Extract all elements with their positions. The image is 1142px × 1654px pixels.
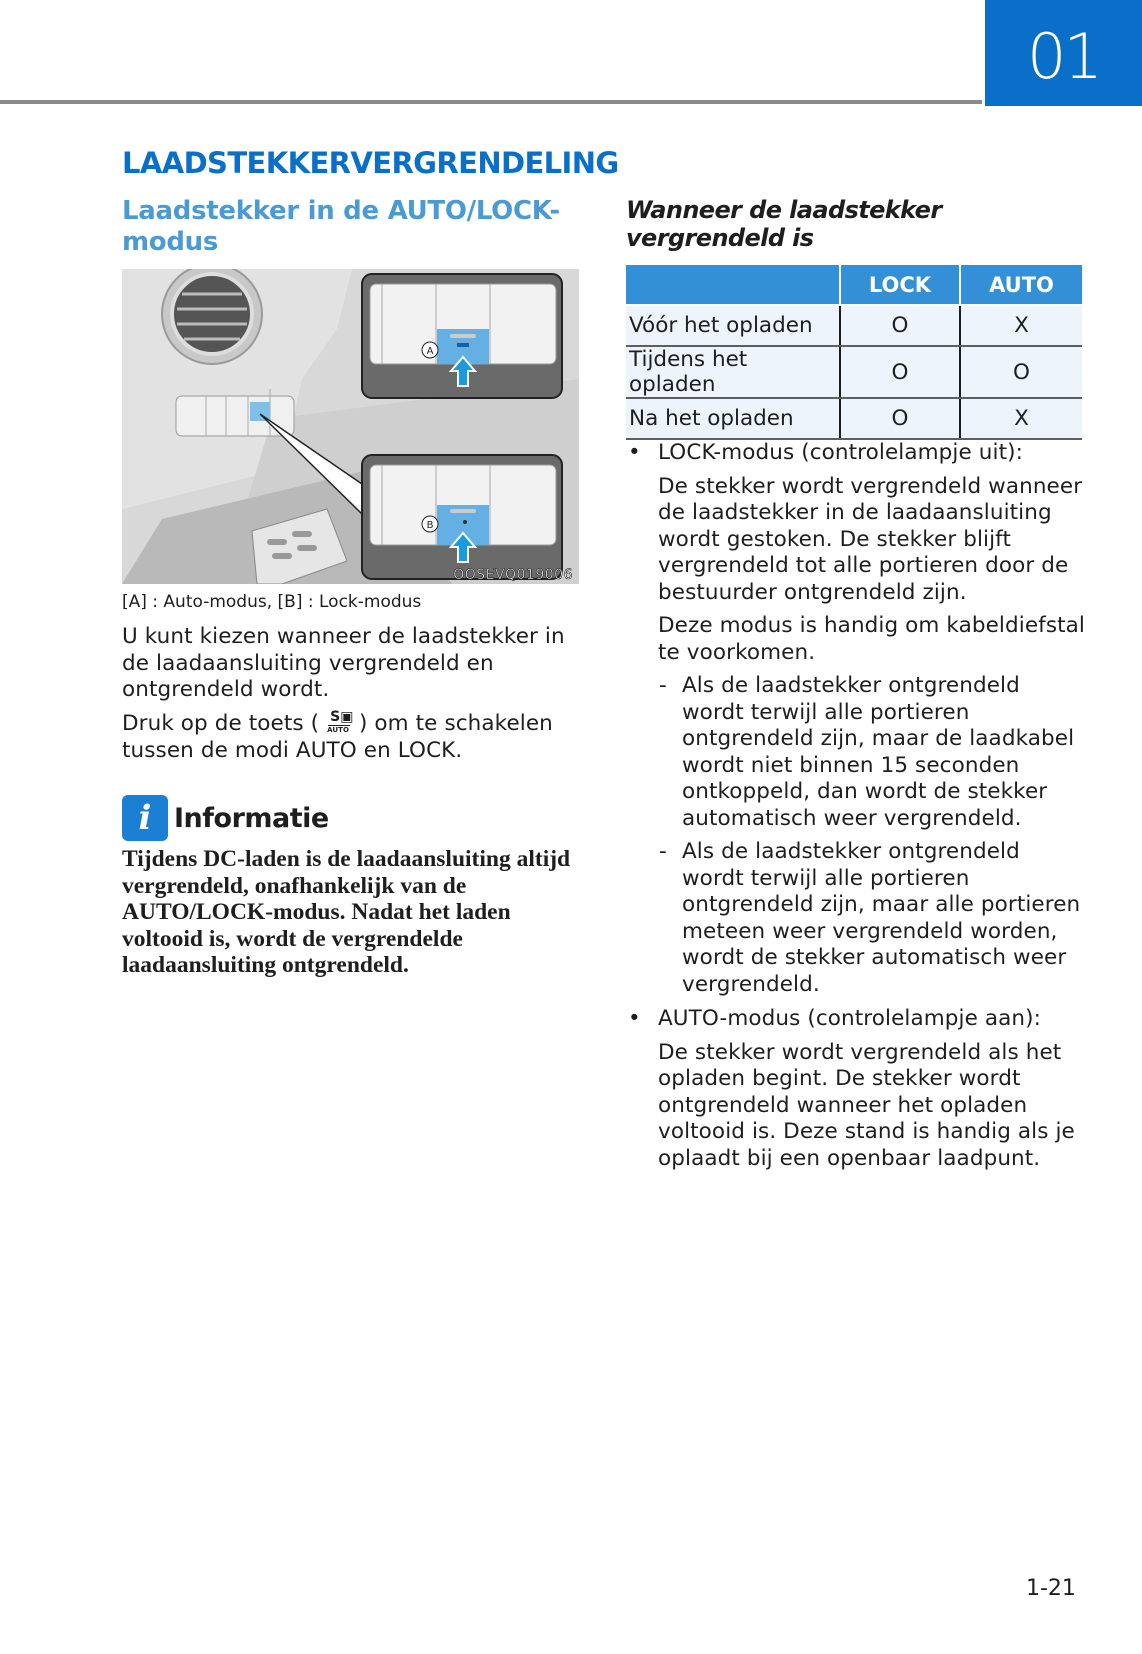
info-header <box>122 795 329 841</box>
lock-value: O <box>840 305 960 346</box>
bullet-marker: • <box>628 440 641 465</box>
instruction-after: ) om te schakelen tussen de modi AUTO en LOCK. <box>122 711 553 763</box>
figure-caption: [A] : Auto-modus, [B] : Lock-modus <box>122 592 422 612</box>
auto-mode-heading: AUTO-modus (controlelampje aan): <box>658 1006 1041 1031</box>
charge-plug-auto-icon <box>326 710 352 734</box>
list-item-auto-mode <box>626 1006 1086 1172</box>
header-rule <box>0 100 982 104</box>
inset-lock-mode <box>362 455 562 579</box>
table-header-auto: AUTO <box>960 265 1082 305</box>
lock-value: O <box>840 398 960 439</box>
dashboard-illustration <box>122 269 579 584</box>
table-row <box>626 398 1082 439</box>
auto-value: O <box>960 346 1082 398</box>
dash-marker: - <box>659 839 667 864</box>
section-title: LAADSTEKKERVERGRENDELING <box>122 146 619 180</box>
lock-mode-benefit: Deze modus is handig om kabeldiefstal te voorkomen. <box>658 613 1086 665</box>
auto-value: X <box>960 305 1082 346</box>
instruction-before: Druk op de toets ( <box>122 711 320 736</box>
info-text: Tijdens DC-laden is de laadaansluiting altijd vergrendeld, onafhankelijk van de AUTO/LOCK-modus. Nadat het laden voltooid is, wordt de vergrendelde laadaansluiting ontgrendeld. <box>122 846 571 978</box>
bullet-marker: • <box>628 1006 641 1031</box>
dashboard-drawing <box>122 269 579 584</box>
callout-a-label: A <box>426 346 434 357</box>
page-number: 1-21 <box>1026 1576 1076 1601</box>
row-label: Vóór het opladen <box>626 305 840 346</box>
table-row <box>626 346 1082 398</box>
sub-list-item <box>658 839 1086 998</box>
auto-value: X <box>960 398 1082 439</box>
inset-auto-mode <box>362 274 562 398</box>
sub-list-item <box>658 673 1086 832</box>
switch-instruction <box>122 710 582 764</box>
icon-auto-label: AUTO <box>327 726 350 734</box>
lock-value: O <box>840 346 960 398</box>
chapter-number: 01 <box>1027 19 1100 93</box>
right-subtitle: Wanneer de laadstekker vergrendeld is <box>626 196 942 252</box>
callout-b-label: B <box>426 520 434 531</box>
table-header-row <box>626 265 1082 305</box>
chapter-tab <box>985 0 1142 106</box>
sub-item-text: Als de laadstekker ontgrendeld wordt terwijl alle portieren ontgrendeld zijn, maar de laadkabel wordt niet binnen 15 seconden ontkoppeld, dan wordt de stekker automatisch weer vergrendeld. <box>682 673 1075 831</box>
dash-marker: - <box>659 673 667 698</box>
left-subtitle: Laadstekker in de AUTO/LOCK-modus <box>122 196 560 257</box>
row-label: Na het opladen <box>626 398 840 439</box>
table-row <box>626 305 1082 346</box>
info-title: Informatie <box>174 802 329 834</box>
figure-code: OOSEVQ019006 <box>453 567 573 583</box>
plug-glyph: S▣ <box>330 709 354 725</box>
intro-paragraph: U kunt kiezen wanneer de laadstekker in de laadaansluiting vergrendeld en ontgrendeld wordt. <box>122 624 565 702</box>
auto-mode-description: De stekker wordt vergrendeld als het opladen begint. De stekker wordt ontgrendeld wanneer het opladen voltooid is. Deze stand is handig als je oplaadt bij een openbaar laadpunt. <box>658 1039 1075 1171</box>
lock-mode-description: De stekker wordt vergrendeld wanneer de laadstekker in de laadaansluiting wordt gestoken. De stekker blijft vergrendeld tot alle portieren door de bestuurder ontgrendeld zijn. <box>658 473 1083 605</box>
air-vent <box>162 269 262 364</box>
mode-description-list <box>626 440 1086 1172</box>
lock-mode-table <box>626 265 1082 440</box>
sub-item-text: Als de laadstekker ontgrendeld wordt terwijl alle portieren ontgrendeld zijn, maar alle portieren meteen weer vergrendeld worden, wordt de stekker automatisch weer vergrendeld. <box>682 839 1081 997</box>
table-header-lock: LOCK <box>840 265 960 305</box>
info-icon: i <box>122 795 168 841</box>
list-item-lock-mode <box>626 440 1086 998</box>
row-label: Tijdens het opladen <box>626 346 840 398</box>
lock-mode-heading: LOCK-modus (controlelampje uit): <box>658 440 1023 465</box>
table-header-empty <box>626 265 840 305</box>
